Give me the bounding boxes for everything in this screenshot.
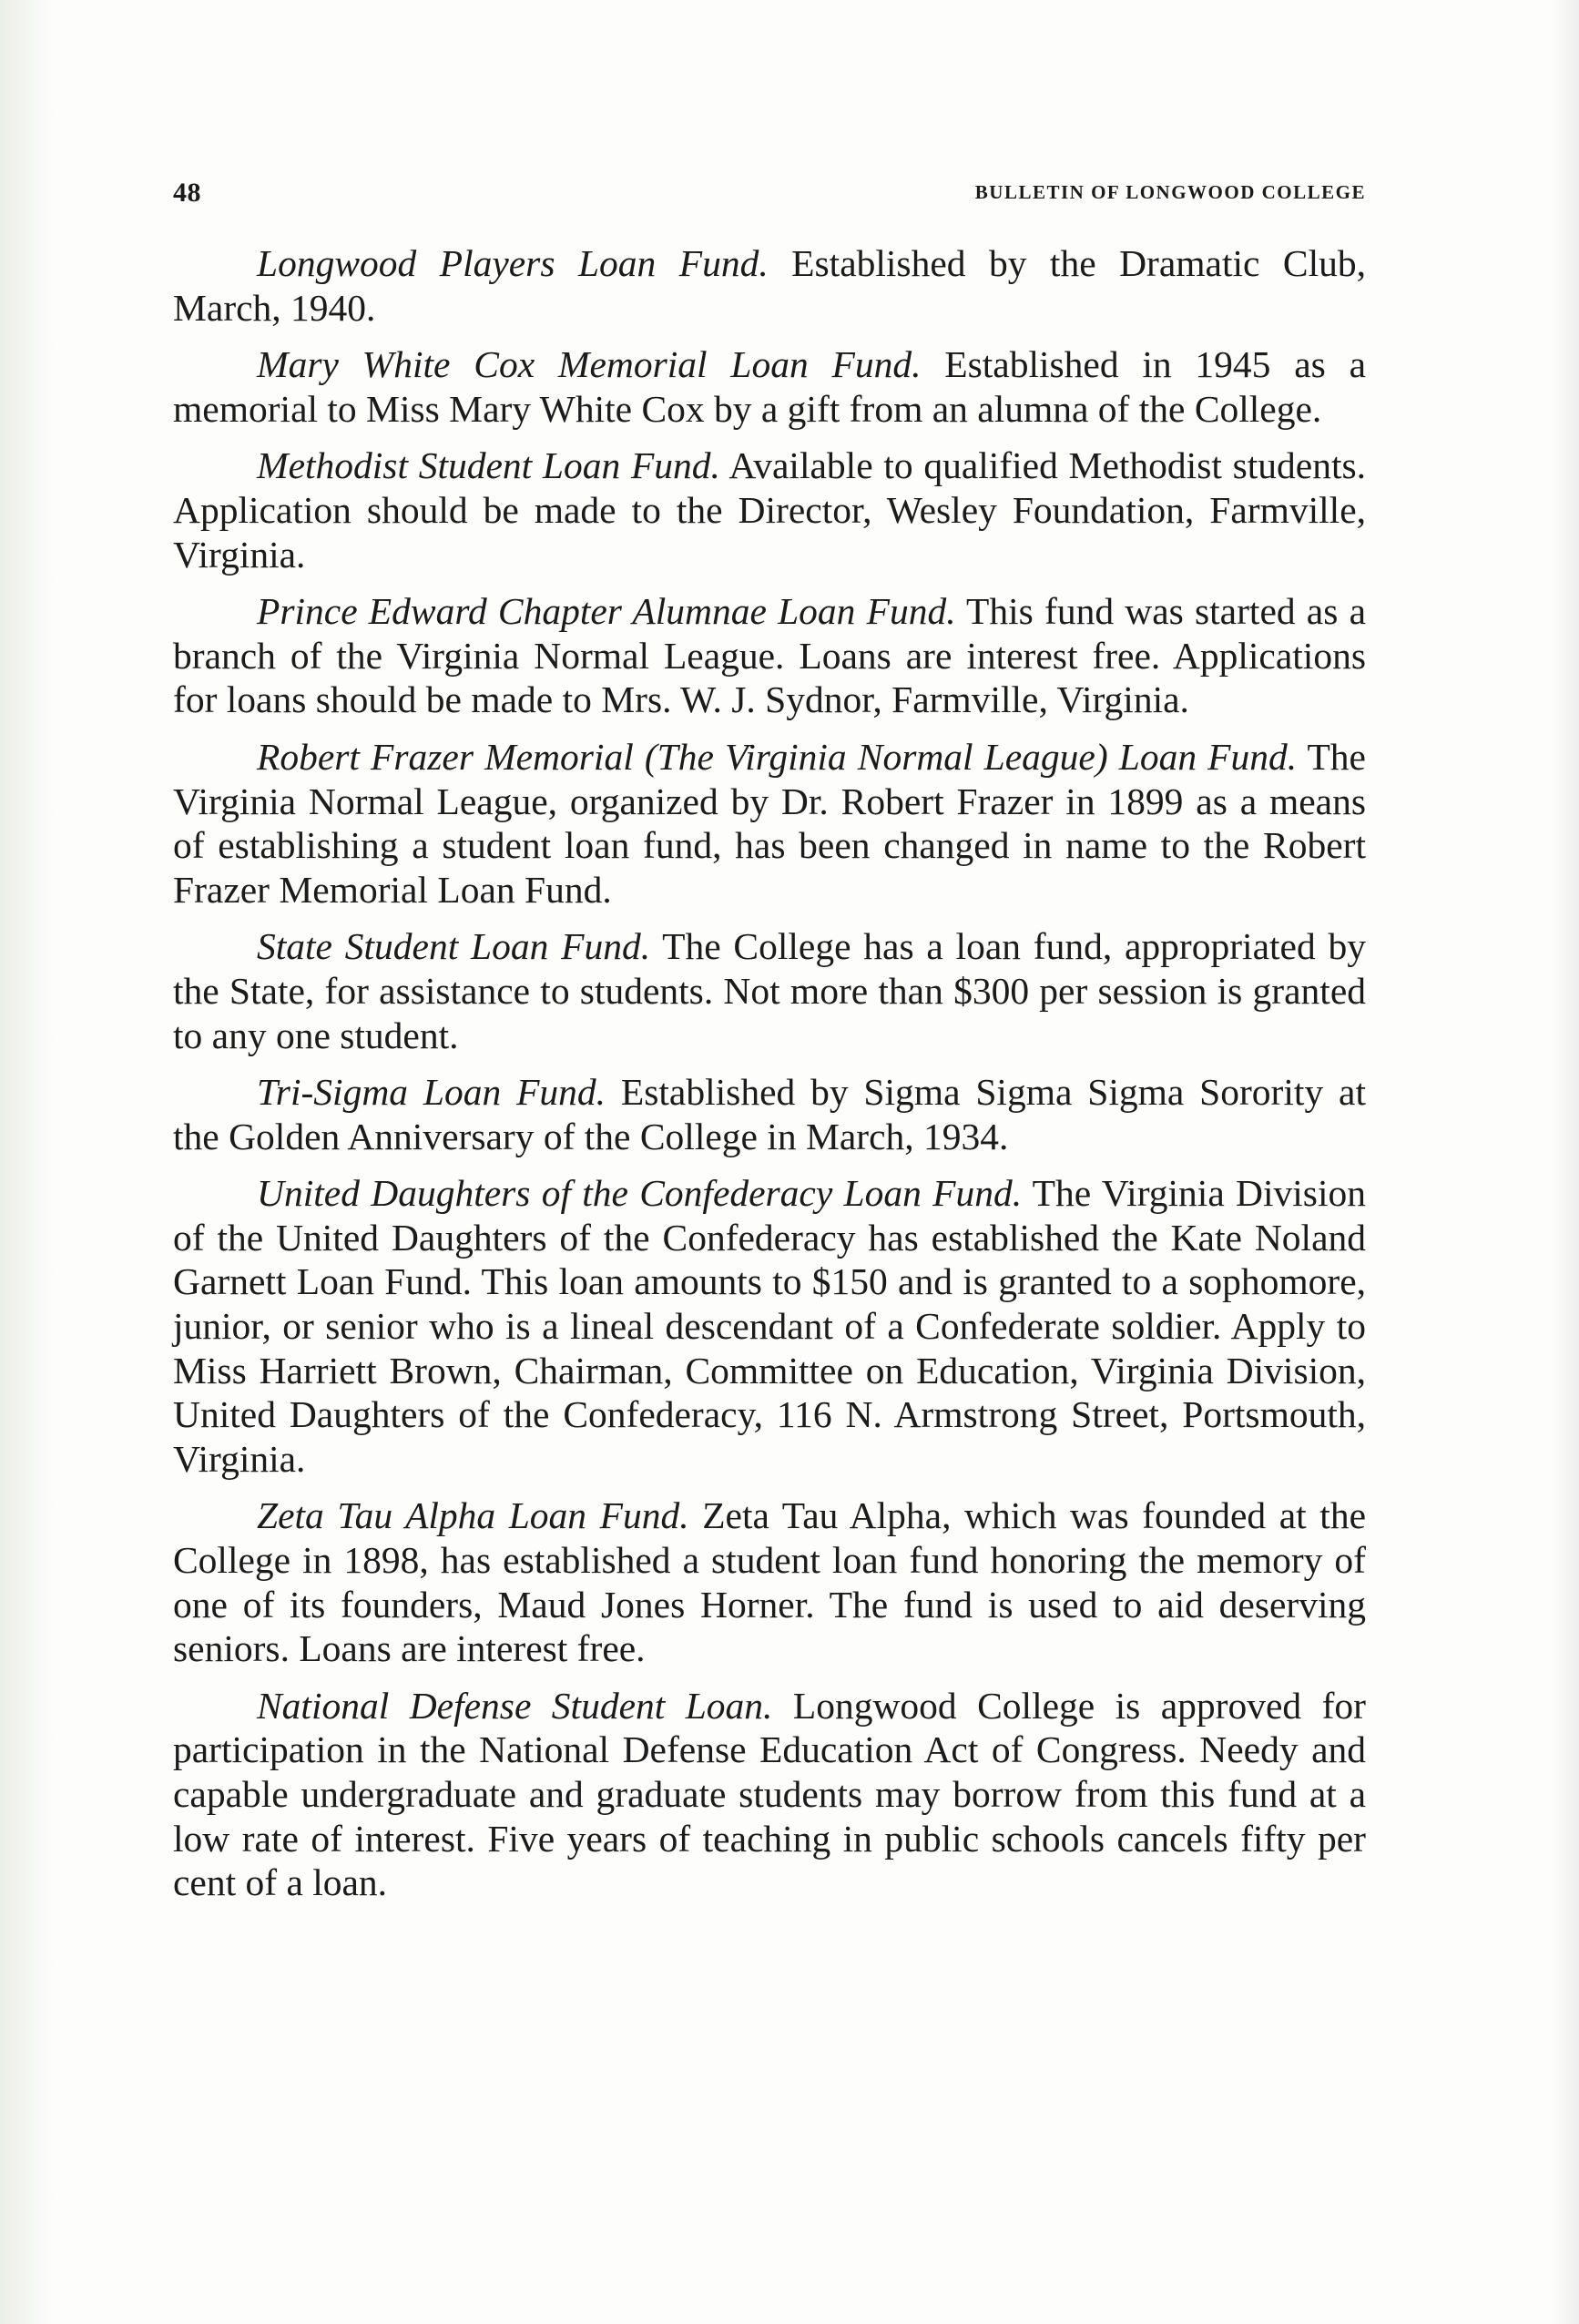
entry-body: The Virginia Division of the United Daughters of the Confederacy has established the Kate Noland Garnett Loan Fund. This loan amounts to $150 and is granted to a sophomore, junior, or senior who is a lineal descendant of a Confederate soldier. Apply to Miss Harriett Brown, Chairman, Committee on Education, Virginia Division, United Daughters of the Confederacy, 116 N. Armstrong Street, Portsmouth, Virginia.	[173, 1172, 1366, 1480]
loan-fund-entry-state-student	[173, 924, 1366, 1057]
entry-body: Available to qualified Methodist students. Application should be made to the Director, Wesley Foundation, Farmville, Virginia.	[173, 444, 1366, 576]
entry-title: Prince Edward Chapter Alumnae Loan Fund.	[257, 590, 956, 633]
entry-title: United Daughters of the Confederacy Loan Fund.	[257, 1172, 1023, 1215]
page-number: 48	[173, 178, 201, 208]
entry-body: This fund was started as a branch of the Virginia Normal League. Loans are interest free. Applications for loans should be made to Mrs. W. J. Sydnor, Farmville, Virginia.	[173, 590, 1366, 721]
running-head: BULLETIN OF LONGWOOD COLLEGE	[974, 181, 1366, 203]
entry-body: Established in 1945 as a memorial to Miss Mary White Cox by a gift from an alumna of the College.	[173, 343, 1366, 430]
entry-body: Established by Sigma Sigma Sigma Sorority at the Golden Anniversary of the College in March, 1934.	[173, 1071, 1366, 1157]
loan-fund-entry-methodist-student	[173, 443, 1366, 576]
loan-fund-entry-national-defense	[173, 1684, 1366, 1905]
page-body	[173, 241, 1366, 1918]
loan-fund-entry-zeta-tau-alpha	[173, 1493, 1366, 1670]
entry-title: Methodist Student Loan Fund.	[257, 444, 720, 487]
entry-title: Mary White Cox Memorial Loan Fund.	[257, 343, 922, 386]
page-edge-shadow-left	[0, 0, 55, 2324]
entry-body: Zeta Tau Alpha, which was founded at the College in 1898, has established a student loan fund honoring the memory of one of its founders, Maud Jones Horner. The fund is used to aid deserving seniors. Loans are interest free.	[173, 1494, 1366, 1670]
loan-fund-entry-robert-frazer-memorial	[173, 735, 1366, 912]
entry-body: Longwood College is approved for participation in the National Defense Education Act of Congress. Needy and capable undergraduate and graduate students may borrow from this fund at a low rate of interest. Five years of teaching in public schools cancels fifty per cent of a loan.	[173, 1684, 1366, 1904]
entry-title: State Student Loan Fund.	[257, 925, 651, 968]
entry-title: Longwood Players Loan Fund.	[257, 242, 769, 284]
loan-fund-entry-tri-sigma	[173, 1070, 1366, 1158]
entry-body: The College has a loan fund, appropriated by the State, for assistance to students. Not more than $300 per session is granted to any one student.	[173, 925, 1366, 1056]
page-header	[173, 178, 1366, 214]
entry-title: Zeta Tau Alpha Loan Fund.	[257, 1494, 689, 1537]
entry-title: Tri-Sigma Loan Fund.	[257, 1071, 606, 1114]
entry-body: Established by the Dramatic Club, March, 1940.	[173, 242, 1366, 329]
entry-title: Robert Frazer Memorial (The Virginia Normal League) Loan Fund.	[257, 735, 1298, 778]
loan-fund-entry-united-daughters-confederacy	[173, 1171, 1366, 1481]
loan-fund-entry-longwood-players	[173, 241, 1366, 330]
loan-fund-entry-prince-edward-chapter	[173, 589, 1366, 722]
entry-title: National Defense Student Loan.	[257, 1684, 773, 1727]
entry-body: The Virginia Normal League, organized by Dr. Robert Frazer in 1899 as a means of establishing a student loan fund, has been changed in name to the Robert Frazer Memorial Loan Fund.	[173, 735, 1366, 911]
page-edge-shadow-right	[1552, 0, 1579, 2324]
loan-fund-entry-mary-white-cox	[173, 342, 1366, 431]
